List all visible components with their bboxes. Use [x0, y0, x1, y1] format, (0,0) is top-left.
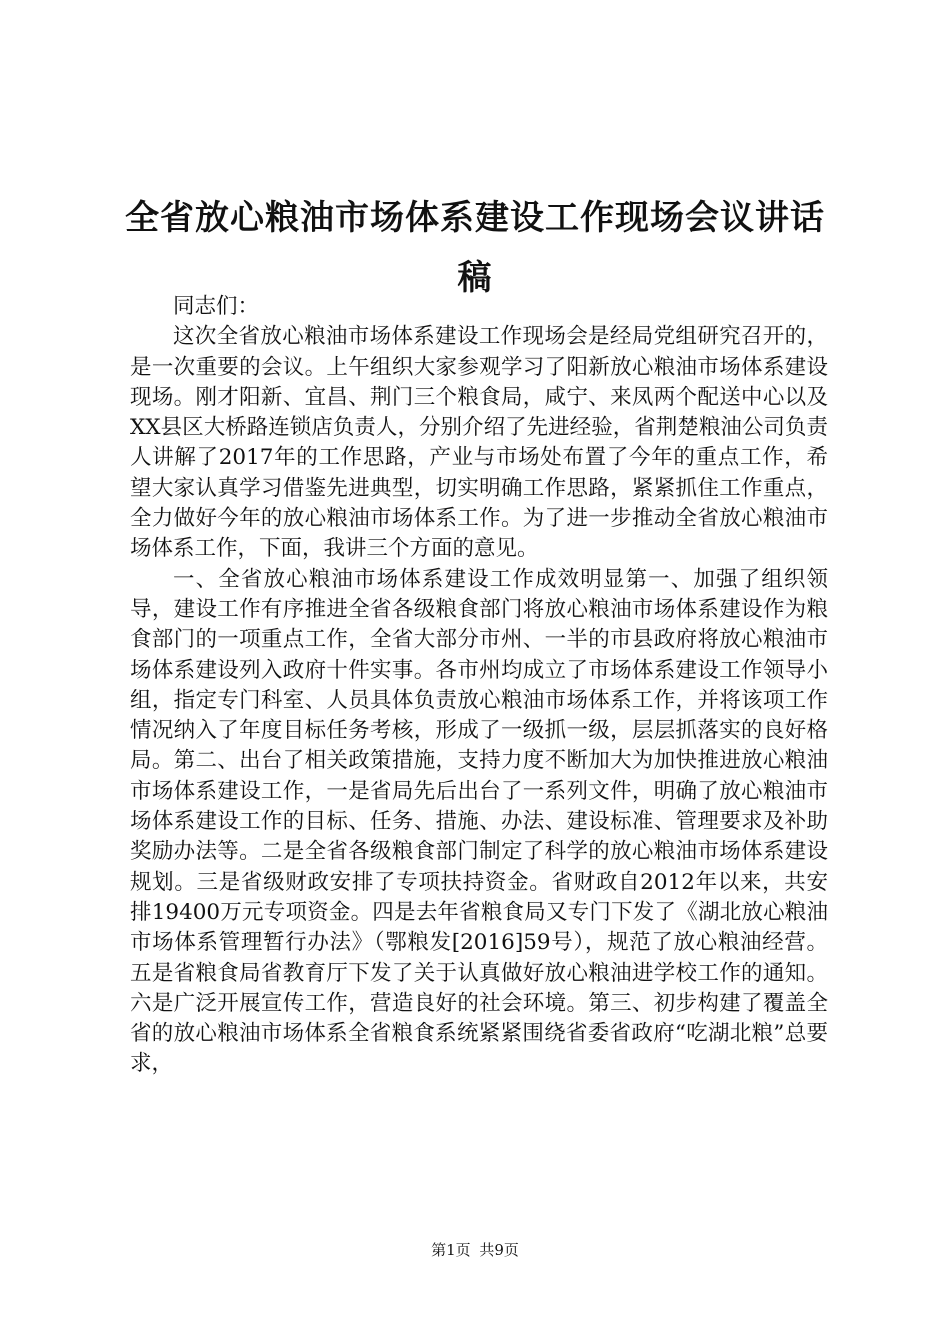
document-title [110, 188, 840, 308]
page-number: 第1页 [431, 1241, 471, 1259]
salutation: 同志们： [173, 294, 260, 319]
document-body [130, 292, 828, 1080]
title-line-2: 稿 [457, 258, 493, 298]
paragraph-intro: 这次全省放心粮油市场体系建设工作现场会是经局党组研究召开的，是一次重要的会议。上午组织大家参观学习了阳新放心粮油市场体系建设现场。刚才阳新、宜昌、荆门三个粮食局，咸宁、来凤两个配送中心以及XX县区大桥路连锁店负责人，分别介绍了先进经验，省荆楚粮油公司负责人讲解了2017年的工作思路，产业与市场处布置了今年的重点工作，希望大家认真学习借鉴先进典型，切实明确工作思路，紧紧抓住工作重点，全力做好今年的放心粮油市场体系工作。为了进一步推动全省放心粮油市场体系工作，下面，我讲三个方面的意见。 [130, 324, 828, 562]
paragraph-section-one: 一、全省放心粮油市场体系建设工作成效明显第一、加强了组织领导，建设工作有序推进全省各级粮食部门将放心粮油市场体系建设作为粮食部门的一项重点工作，全省大部分市州、一半的市县政府将放心粮油市场体系建设列入政府十件实事。各市州均成立了市场体系建设工作领导小组，指定专门科室、人员具体负责放心粮油市场体系工作，并将该项工作情况纳入了年度目标任务考核，形成了一级抓一级，层层抓落实的良好格局。第二、出台了相关政策措施，支持力度不断加大为加快推进放心粮油市场体系建设工作，一是省局先后出台了一系列文件，明确了放心粮油市场体系建设工作的目标、任务、措施、办法、建设标准、管理要求及补助奖励办法等。二是全省各级粮食部门制定了科学的放心粮油市场体系建设规划。三是省级财政安排了专项扶持资金。省财政自2012年以来，共安排19400万元专项资金。四是去年省粮食局又专门下发了《湖北放心粮油市场体系管理暂行办法》（鄂粮发[2016]59号），规范了放心粮油经营。五是省粮食局省教育厅下发了关于认真做好放心粮油进学校工作的通知。六是广泛开展宣传工作，营造良好的社会环境。第三、初步构建了覆盖全省的放心粮油市场体系全省粮食系统紧紧围绕省委省政府“吃湖北粮”总要求， [130, 566, 828, 1077]
page-total: 共9页 [479, 1241, 519, 1259]
page-footer [0, 1240, 950, 1260]
title-line-1: 全省放心粮油市场体系建设工作现场会议讲话 [125, 198, 825, 238]
